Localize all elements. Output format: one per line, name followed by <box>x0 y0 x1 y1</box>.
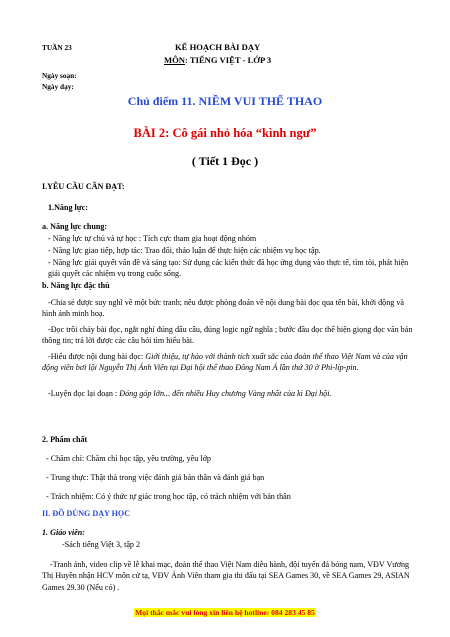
plan-title: KẾ HOẠCH BÀI DẠY <box>175 42 261 52</box>
subject-line <box>164 55 271 65</box>
teacher-item-1: -Sách tiếng Việt 3, tập 2 <box>62 540 141 549</box>
footer-bar <box>0 602 450 620</box>
subject-label: MÔN <box>164 55 186 65</box>
specific-competency-heading: b. Năng lực đặc thù <box>42 281 110 290</box>
general-item-1: - Năng lực tự chủ và tự học : Tích cực tham gia hoạt động nhóm <box>48 234 257 243</box>
qualities-heading: 2. Phẩm chất <box>42 435 88 444</box>
date-taught: Ngày dạy: <box>42 82 74 91</box>
hotline-notice: Mọi thắc mắc vui lòng xin liên hệ hotline: 084 283 45 85 <box>135 608 315 617</box>
specific-item-4 <box>42 388 420 399</box>
period-title: ( Tiết 1 Đọc ) <box>191 154 259 168</box>
quality-item-3: - Trách nhiệm: Có ý thức tự giác trong học tập, có trách nhiệm với bản thân <box>46 492 291 501</box>
date-prepared: Ngày soạn: <box>42 71 77 80</box>
general-item-3 <box>48 257 420 280</box>
specific-item-1: -Chia sẻ được suy nghĩ về một bức tranh; nêu được phỏng đoán về nội dung bài đọc qua tên bài, khởi động và hình ảnh minh hoạ. <box>42 298 404 319</box>
general-item-3-text: - Năng lực giải quyết vấn đề và sáng tạo: Sử dụng các kiến thức đã học ứng dụng vào thực tế, tìm tòi, phát hiện giải quyết các nhiệm vụ trong cuộc sống. <box>48 258 409 279</box>
specific-item-3-content: Giới thiệu, tự hào với thành tích xuất sắc của đoàn thể thao Việt Nam và của vận động viên bơi lội Nguyễn Thị Ánh Viên tại Đại hội thể thao Đông Nam Á lần thứ 30 ở Phi-líp-pin. <box>42 352 408 373</box>
specific-item-4-content: Đóng góp lớn... đến nhiều Huy chương Vàng nhất của kì Đại hội. <box>119 389 332 398</box>
general-item-2: - Năng lực giao tiếp, hợp tác: Trao đổi, thảo luận để thực hiện các nhiệm vụ học tập. <box>48 246 321 255</box>
specific-item-4-prefix: -Luyện đọc lại đoạn : <box>48 389 120 398</box>
quality-item-2: - Trung thực: Thật thà trong việc đánh giá bản thân và đánh giá bạn <box>46 473 265 482</box>
specific-item-2: -Đọc trôi chảy bài đọc, ngắt nghỉ đúng dấu câu, đúng logic ngữ nghĩa ; bước đầu đọc thể hiện giọng đọc văn bản thông tin; trả lời được các câu hỏi tìm hiểu bài. <box>42 325 413 346</box>
week-label: TUẦN 23 <box>42 43 72 52</box>
section1-heading: I.YÊU CẦU CẦN ĐẠT: <box>42 182 125 191</box>
specific-item-3-prefix: -Hiểu được nội dung bài đọc: <box>48 352 146 361</box>
teacher-heading: 1. Giáo viên: <box>42 528 85 537</box>
lesson-title: BÀI 2: Cô gái nhỏ hóa “kình ngư” <box>133 126 317 140</box>
competency-heading: 1.Năng lực: <box>48 203 88 212</box>
specific-item-3 <box>42 351 420 374</box>
general-competency-heading: a. Năng lực chung: <box>42 222 108 231</box>
theme-title: Chủ điểm 11. NIỀM VUI THỂ THAO <box>127 94 323 108</box>
teacher-item-2: -Tranh ảnh, video clip về lễ khai mạc, đoàn thể thao Việt Nam diễu hành, đội tuyển đá bóng nam, VĐV Vương Thị Huyền nhận HCV môn cử tạ, VĐV Ánh Viên tham gia thi đấu tại SEA Games 30, về SEA Games 29, ASIAN Games 29.30 (Nếu có) . <box>42 560 410 592</box>
subject-value: : TIẾNG VIỆT - LỚP 3 <box>185 55 272 65</box>
section2-heading: II. ĐỒ DÙNG DẠY HỌC <box>42 509 131 518</box>
quality-item-1: - Chăm chỉ: Chăm chỉ học tập, yêu trường, yêu lớp <box>46 454 211 463</box>
